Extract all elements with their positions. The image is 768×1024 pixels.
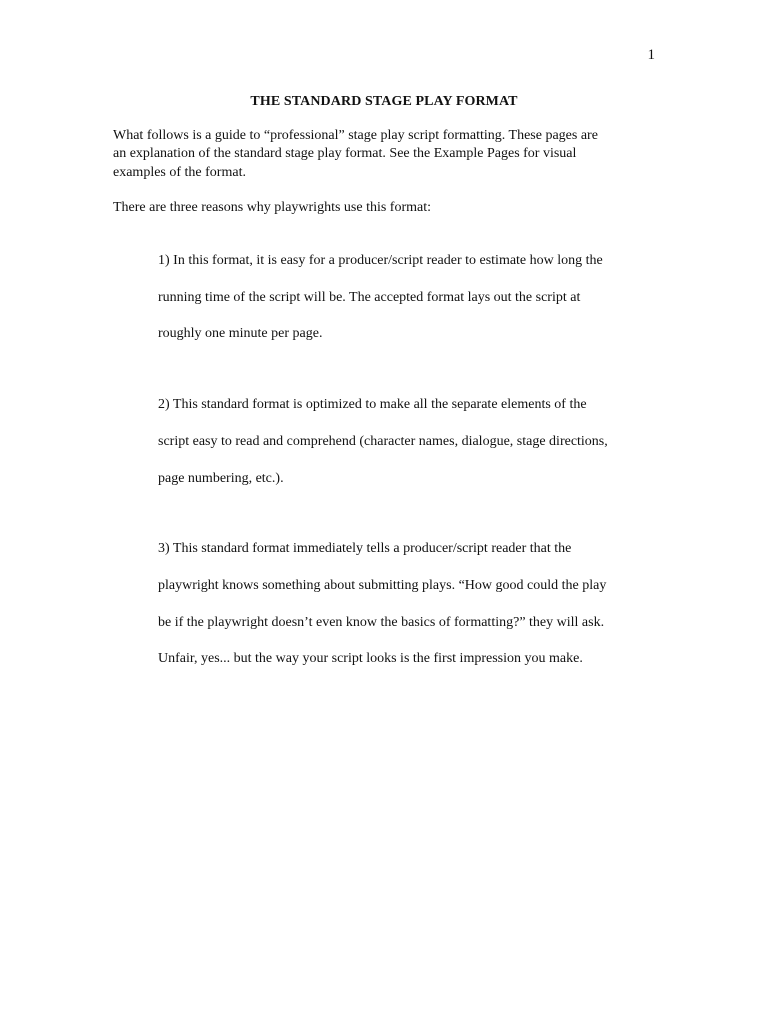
reason-line: 2) This standard format is optimized to make all the separate elements of the <box>158 397 587 413</box>
reason-line: running time of the script will be. The accepted format lays out the script at <box>158 289 581 305</box>
intro-line: examples of the format. <box>113 164 246 180</box>
reasons-list <box>158 234 633 703</box>
document-title: THE STANDARD STAGE PLAY FORMAT <box>250 94 518 109</box>
reasons-lead-paragraph: There are three reasons why playwrights use this format: <box>113 200 432 215</box>
page-number: 1 <box>647 47 655 63</box>
reason-line: roughly one minute per page. <box>158 326 323 342</box>
reason-line: script easy to read and comprehend (character names, dialogue, stage directions, <box>158 433 608 449</box>
reason-item-3 <box>158 522 633 687</box>
reason-line: Unfair, yes... but the way your script looks is the first impression you make. <box>158 651 583 667</box>
reason-item-2 <box>158 378 633 506</box>
reason-line: playwright knows something about submitting plays. “How good could the play <box>158 578 607 594</box>
intro-paragraph <box>113 127 633 182</box>
reason-item-1 <box>158 234 633 362</box>
reason-line: be if the playwright doesn’t even know the basics of formatting?” they will ask. <box>158 614 605 630</box>
reason-line: page numbering, etc.). <box>158 470 284 486</box>
intro-line: an explanation of the standard stage play format. See the Example Pages for visual <box>113 146 577 162</box>
reason-line: 1) In this format, it is easy for a producer/script reader to estimate how long the <box>158 253 603 269</box>
intro-line: What follows is a guide to “professional” stage play script formatting. These pages are <box>113 128 598 143</box>
reason-line: 3) This standard format immediately tells a producer/script reader that the <box>158 541 572 557</box>
